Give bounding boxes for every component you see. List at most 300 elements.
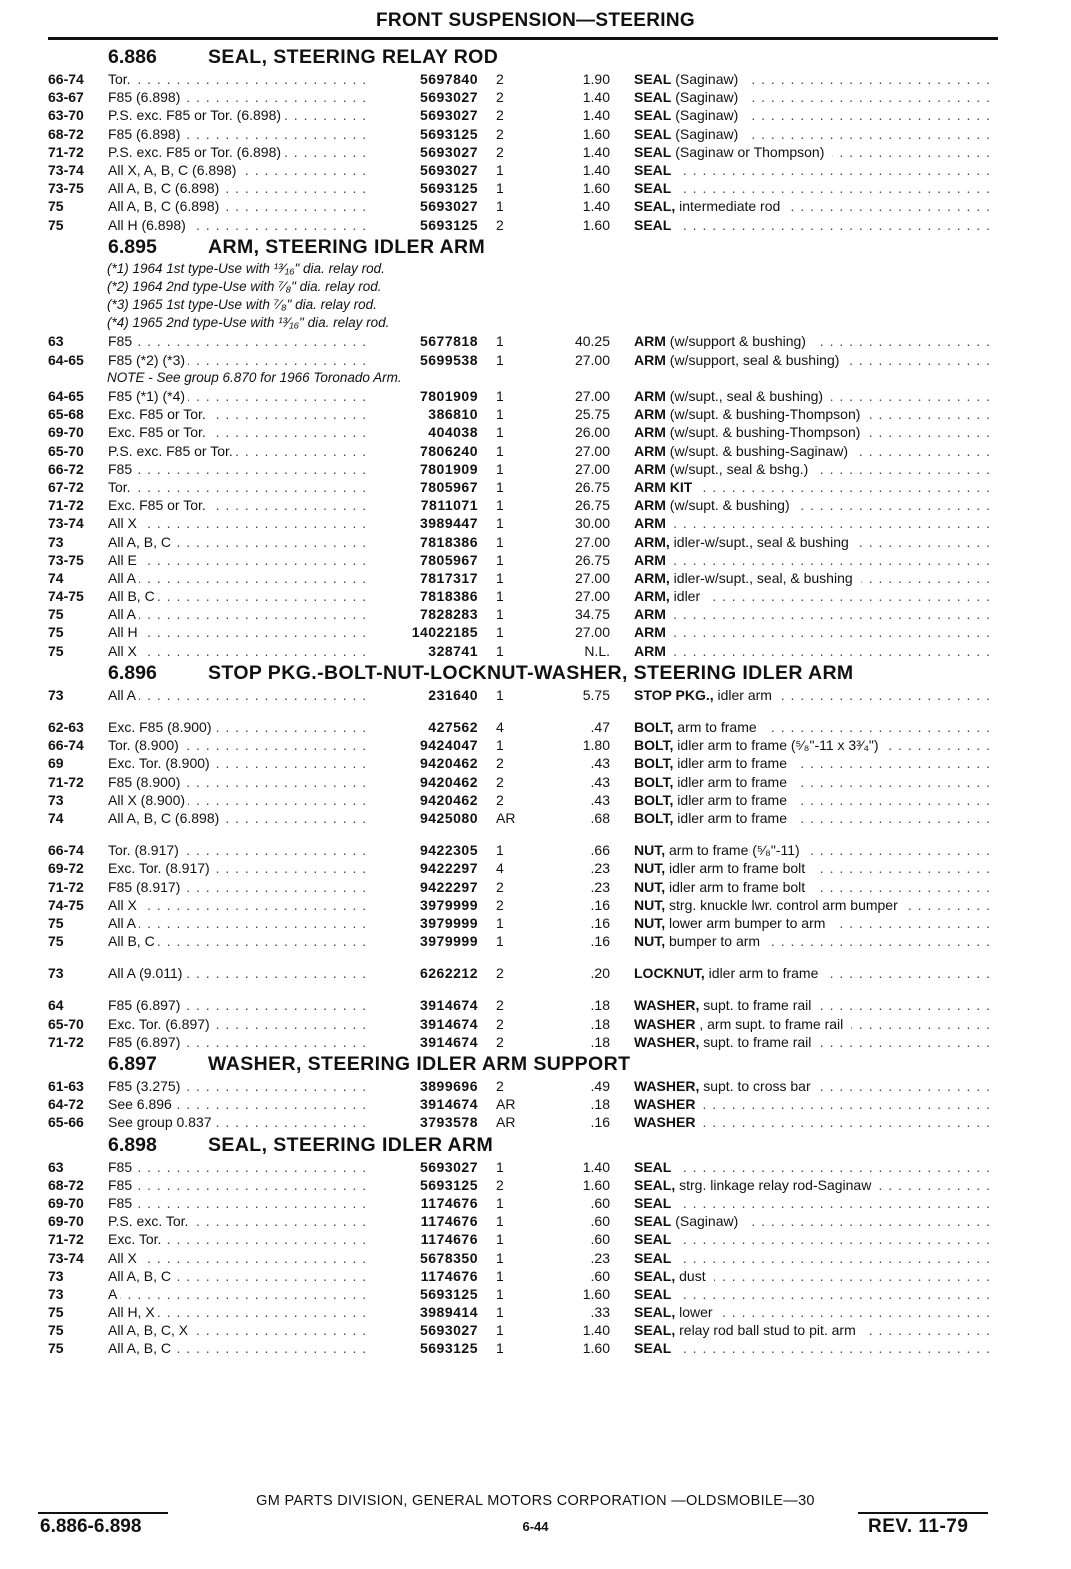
part-row <box>48 1176 1003 1194</box>
price: 27.00 <box>574 569 610 586</box>
description-text <box>634 1340 679 1356</box>
description <box>634 70 996 88</box>
quantity: 4 <box>496 719 504 735</box>
price: 1.90 <box>582 71 610 87</box>
model-years: 63 <box>48 1158 64 1175</box>
model-years: 71-72 <box>48 1033 84 1050</box>
application-text: All A <box>108 606 139 622</box>
application <box>108 1267 373 1285</box>
model-years: 75 <box>48 1340 64 1357</box>
application <box>108 161 373 179</box>
part-detail: (Saginaw) <box>671 89 742 105</box>
quantity: 4 <box>496 860 504 877</box>
part-row <box>48 1077 1003 1095</box>
description <box>634 161 996 179</box>
part-name: SEAL, <box>634 1267 676 1284</box>
application-text: All H (6.898) <box>108 217 189 233</box>
part-detail: idler arm to frame <box>673 755 791 771</box>
description-text <box>634 479 700 495</box>
quantity: 2 <box>496 216 504 233</box>
model-years: 73-75 <box>48 551 84 568</box>
description-text <box>634 352 847 368</box>
part-name: WASHER, <box>634 997 700 1014</box>
application-text: P.S. exc. F85 or Tor. (6.898) <box>108 107 284 123</box>
part-row <box>48 1015 1003 1033</box>
section-title: ARM, STEERING IDLER ARM <box>208 235 486 258</box>
part-detail: arm to frame (⁵⁄₈"-11) <box>665 842 804 858</box>
part-row <box>48 216 1003 234</box>
description-text <box>634 198 788 214</box>
description <box>634 878 996 896</box>
section-header <box>48 1132 1003 1158</box>
price: .60 <box>590 1194 610 1211</box>
quantity: 2 <box>496 107 504 124</box>
description <box>634 478 996 496</box>
application <box>108 1285 373 1303</box>
part-detail: idler arm to frame <box>673 810 791 826</box>
application <box>108 605 373 623</box>
part-detail: supt. to cross bar <box>699 1078 814 1094</box>
description-text <box>634 1159 679 1175</box>
part-row <box>48 587 1003 605</box>
application-text: Tor. <box>108 479 134 495</box>
quantity: 1 <box>496 606 504 623</box>
application <box>108 1194 373 1212</box>
part-detail: idler arm to frame <box>673 792 791 808</box>
application-text: F85 (6.897) <box>108 997 183 1013</box>
description <box>634 125 996 143</box>
part-detail: (w/supt. & bushing) <box>666 497 794 513</box>
description <box>634 460 996 478</box>
part-row <box>48 964 1003 982</box>
part-row <box>48 1321 1003 1339</box>
part-name: ARM, <box>634 588 670 605</box>
part-name: NUT, <box>634 914 666 931</box>
price: 27.00 <box>574 442 610 459</box>
quantity: 1 <box>496 914 504 931</box>
part-row <box>48 423 1003 441</box>
description <box>634 773 996 791</box>
application-text: F85 (8.917) <box>108 879 183 895</box>
price: 1.60 <box>582 216 610 233</box>
model-years: 73-74 <box>48 1249 84 1266</box>
application-text: Exc. Tor. (6.897) <box>108 1016 213 1032</box>
application <box>108 387 373 405</box>
part-number: 3793578 <box>419 1114 478 1131</box>
description-text <box>634 388 831 404</box>
application <box>108 1321 373 1339</box>
part-name: SEAL, <box>634 1176 676 1193</box>
price: .68 <box>590 809 610 826</box>
part-row <box>48 106 1003 124</box>
description-text <box>634 162 679 178</box>
description-text <box>634 588 708 604</box>
part-detail: idler arm to frame bolt <box>665 860 809 876</box>
description <box>634 859 996 877</box>
part-name: ARM <box>634 333 666 350</box>
part-number: 1174676 <box>420 1267 478 1284</box>
description <box>634 533 996 551</box>
section-number: 6.897 <box>108 1053 157 1075</box>
part-detail <box>671 1231 675 1247</box>
part-row <box>48 791 1003 809</box>
part-name: BOLT, <box>634 719 674 735</box>
description <box>634 351 996 369</box>
model-years: 63-67 <box>48 89 84 106</box>
part-row <box>48 736 1003 754</box>
quantity: 1 <box>496 198 504 215</box>
application-text: Exc. F85 or Tor. <box>108 424 209 440</box>
description <box>634 1249 996 1267</box>
part-number: 7801909 <box>419 460 478 477</box>
description <box>634 964 996 982</box>
model-years: 65-70 <box>48 442 84 459</box>
price: .16 <box>590 896 610 913</box>
part-detail: idler arm to frame <box>673 774 791 790</box>
part-name: LOCKNUT, <box>634 965 705 982</box>
quantity: 2 <box>496 89 504 106</box>
application <box>108 1303 373 1321</box>
part-name: NUT, <box>634 878 666 895</box>
part-row <box>48 125 1003 143</box>
quantity: 2 <box>496 896 504 913</box>
description-text <box>634 1213 746 1229</box>
application <box>108 405 373 423</box>
application <box>108 423 373 441</box>
part-detail: supt. to frame rail <box>699 1034 815 1050</box>
price: .49 <box>590 1078 610 1094</box>
part-row <box>48 642 1003 660</box>
description <box>634 1113 996 1131</box>
model-years: 75 <box>48 216 64 233</box>
quantity: 1 <box>496 515 504 532</box>
application-text: Exc. F85 or Tor. <box>108 406 209 422</box>
part-detail <box>671 217 675 233</box>
model-years: 75 <box>48 914 64 931</box>
model-years: 75 <box>48 606 64 623</box>
part-name: SEAL <box>634 161 672 178</box>
description-text <box>634 1268 714 1284</box>
application-text: Exc. Tor. (8.900) <box>108 755 213 771</box>
model-years: 75 <box>48 198 64 215</box>
part-number: 1174676 <box>420 1213 478 1230</box>
price: .23 <box>590 878 610 895</box>
part-number: 9420462 <box>419 755 478 772</box>
model-years: 73 <box>48 533 64 550</box>
part-number: 5693125 <box>419 1285 478 1302</box>
description <box>634 405 996 423</box>
application-text: All B, C <box>108 933 158 949</box>
part-row <box>48 1212 1003 1230</box>
part-number: 9422297 <box>419 860 478 877</box>
part-number: 3979999 <box>419 914 478 931</box>
part-number: 3989447 <box>419 515 478 532</box>
quantity: AR <box>496 1096 516 1113</box>
application-text: All A <box>108 915 139 931</box>
footnote: (*2) 1964 2nd type-Use with ⁷⁄₈" dia. relay rod. <box>107 278 382 294</box>
description <box>634 106 996 124</box>
model-years: 73 <box>48 1285 64 1302</box>
price: .16 <box>590 933 610 950</box>
part-name: ARM <box>634 551 666 568</box>
part-name: ARM KIT <box>634 478 693 495</box>
part-name: ARM <box>634 606 666 623</box>
quantity: 2 <box>496 1015 504 1032</box>
price: 30.00 <box>574 515 610 532</box>
model-years: 74-75 <box>48 896 84 913</box>
part-detail: , arm supt. to frame rail <box>695 1016 847 1032</box>
spacer <box>48 982 1003 996</box>
application-text: Tor. <box>108 71 134 87</box>
description-text <box>634 144 832 160</box>
spacer <box>48 827 1003 841</box>
model-years: 63-70 <box>48 107 84 124</box>
section-title: WASHER, STEERING IDLER ARM SUPPORT <box>208 1053 631 1075</box>
part-detail: relay rod ball stud to pit. arm <box>675 1322 860 1338</box>
part-name: ARM <box>634 497 666 514</box>
description <box>634 841 996 859</box>
price: .18 <box>590 997 610 1014</box>
model-years: 73-74 <box>48 161 84 178</box>
description <box>634 442 996 460</box>
part-row <box>48 197 1003 215</box>
price: 1.40 <box>582 89 610 106</box>
price: .43 <box>590 773 610 790</box>
quantity: 1 <box>496 442 504 459</box>
part-detail <box>695 1096 699 1112</box>
description <box>634 736 996 754</box>
part-name: SEAL <box>634 1194 672 1211</box>
quantity: 2 <box>496 997 504 1014</box>
part-detail: lower <box>675 1304 716 1320</box>
application <box>108 70 373 88</box>
description <box>634 514 996 532</box>
model-years: 71-72 <box>48 1231 84 1248</box>
part-row <box>48 718 1003 736</box>
part-number: 5678350 <box>419 1249 478 1266</box>
application <box>108 551 373 569</box>
quantity: 2 <box>496 1176 504 1193</box>
price: 25.75 <box>574 406 610 423</box>
quantity: 2 <box>496 125 504 142</box>
part-name: ARM, <box>634 533 670 550</box>
application <box>108 197 373 215</box>
description-text <box>634 461 816 477</box>
description-text <box>634 755 795 771</box>
part-number: 5699538 <box>419 351 478 368</box>
description-text <box>634 810 795 826</box>
description <box>634 914 996 932</box>
application-text: P.S. exc. Tor. <box>108 1213 191 1229</box>
price: 40.25 <box>574 333 610 350</box>
description-text <box>634 1231 679 1247</box>
application <box>108 143 373 161</box>
header-rule <box>48 37 998 40</box>
application <box>108 1033 373 1051</box>
application <box>108 642 373 660</box>
description <box>634 623 996 641</box>
model-years: 66-74 <box>48 737 84 754</box>
part-detail: (w/supt., seal & bshg.) <box>666 461 812 477</box>
application-text: F85 <box>108 333 135 349</box>
part-name: SEAL <box>634 1285 672 1302</box>
part-detail <box>671 162 675 178</box>
part-number: 5677818 <box>419 333 478 350</box>
price: 26.75 <box>574 497 610 514</box>
model-years: 69-70 <box>48 424 84 441</box>
footer-right-rule <box>858 1512 988 1514</box>
application-text: P.S. exc. F85 or Tor. (6.898) <box>108 144 284 160</box>
quantity: 1 <box>496 1213 504 1230</box>
description-text <box>634 424 868 440</box>
application-text: Exc. Tor. <box>108 1231 164 1247</box>
application <box>108 623 373 641</box>
part-name: ARM <box>634 424 666 441</box>
part-number: 5693027 <box>419 89 478 106</box>
price: .16 <box>590 1114 610 1131</box>
part-row <box>48 754 1003 772</box>
description-text <box>634 606 674 622</box>
description <box>634 1285 996 1303</box>
part-detail: (w/support, seal & bushing) <box>666 352 844 368</box>
part-detail: idler <box>670 588 704 604</box>
part-row <box>48 478 1003 496</box>
application <box>108 1339 373 1357</box>
description <box>634 1267 996 1285</box>
part-number: 231640 <box>428 686 478 703</box>
part-number: 14022185 <box>411 624 478 641</box>
application <box>108 841 373 859</box>
description-text <box>634 1177 879 1193</box>
part-detail: (w/supt., seal & bushing) <box>666 388 827 404</box>
model-years: 64-65 <box>48 351 84 368</box>
part-row <box>48 1285 1003 1303</box>
model-years: 69-70 <box>48 1213 84 1230</box>
quantity: 2 <box>496 1033 504 1050</box>
application <box>108 754 373 772</box>
description <box>634 1339 996 1357</box>
part-name: NUT, <box>634 896 666 913</box>
application-text: F85 <box>108 461 135 477</box>
application-text: Exc. Tor. (8.917) <box>108 860 213 876</box>
part-number: 5693027 <box>419 1158 478 1175</box>
section-number: 6.886 <box>108 46 157 68</box>
part-name: WASHER <box>634 1015 696 1032</box>
model-years: 68-72 <box>48 125 84 142</box>
part-number: 6262212 <box>419 965 478 982</box>
price: 1.40 <box>582 1158 610 1175</box>
quantity: 1 <box>496 1340 504 1357</box>
part-row <box>48 405 1003 423</box>
model-years: 64-65 <box>48 388 84 404</box>
part-row <box>48 1194 1003 1212</box>
part-number: 427562 <box>428 719 478 735</box>
part-name: SEAL <box>634 1158 672 1175</box>
application-text: All X (8.900) <box>108 792 188 808</box>
part-name: SEAL <box>634 180 672 197</box>
part-detail: (Saginaw) <box>671 107 742 123</box>
part-name: WASHER <box>634 1114 696 1131</box>
description-text <box>634 687 780 703</box>
part-number: 3979999 <box>419 896 478 913</box>
footer-revision: REV. 11-79 <box>868 1516 969 1537</box>
application-text: All H <box>108 624 141 640</box>
price: 1.40 <box>582 1322 610 1339</box>
price: 1.60 <box>582 1176 610 1193</box>
part-number: 7805967 <box>419 551 478 568</box>
footnote: NOTE - See group 6.870 for 1966 Toronado Arm. <box>107 369 402 385</box>
section-number: 6.895 <box>108 235 157 258</box>
model-years: 73 <box>48 1267 64 1284</box>
part-number: 7806240 <box>419 442 478 459</box>
description <box>634 642 996 660</box>
part-detail: idler arm to frame (⁵⁄₈"-11 x 3³⁄₄") <box>673 737 882 753</box>
description-text <box>634 933 768 949</box>
part-detail: idler arm to frame <box>705 965 823 981</box>
part-detail: bumper to arm <box>665 933 764 949</box>
part-name: NUT, <box>634 933 666 950</box>
model-years: 75 <box>48 624 64 641</box>
part-row <box>48 932 1003 950</box>
part-row <box>48 143 1003 161</box>
part-detail: (w/supt. & bushing-Saginaw) <box>666 443 852 459</box>
quantity: 1 <box>496 1285 504 1302</box>
description-text <box>634 1096 703 1112</box>
quantity: 1 <box>496 624 504 641</box>
price: 1.60 <box>582 180 610 197</box>
part-number: 5693027 <box>419 143 478 160</box>
price: N.L. <box>584 642 610 659</box>
description-text <box>634 1322 864 1338</box>
model-years: 64-72 <box>48 1096 84 1113</box>
description-text <box>634 1034 819 1050</box>
description <box>634 1033 996 1051</box>
part-number: 3914674 <box>419 997 478 1014</box>
part-number: 3914674 <box>419 1033 478 1050</box>
part-name: SEAL, <box>634 1304 676 1321</box>
model-years: 75 <box>48 1322 64 1339</box>
part-detail: idler-w/supt., seal, & bushing <box>670 570 857 586</box>
part-name: WASHER, <box>634 1033 700 1050</box>
description-text <box>634 217 679 233</box>
application <box>108 1015 373 1033</box>
quantity: 1 <box>496 478 504 495</box>
part-row <box>48 1033 1003 1051</box>
part-row <box>48 161 1003 179</box>
quantity: 1 <box>496 1158 504 1175</box>
part-name: NUT, <box>634 842 666 859</box>
application-text: F85 (6.897) <box>108 1034 183 1050</box>
application <box>108 1212 373 1230</box>
description-text <box>634 965 826 981</box>
application-text: F85 <box>108 1177 135 1193</box>
price: .18 <box>590 1033 610 1050</box>
description <box>634 605 996 623</box>
quantity: AR <box>496 1114 516 1131</box>
quantity: 1 <box>496 588 504 605</box>
part-name: ARM <box>634 406 666 423</box>
application <box>108 587 373 605</box>
part-name: SEAL <box>634 143 672 160</box>
description <box>634 143 996 161</box>
part-number: 5693125 <box>419 1340 478 1357</box>
application-text: All A, B, C <box>108 1268 174 1284</box>
application-text: F85 (8.900) <box>108 774 183 790</box>
part-number: 5693125 <box>419 216 478 233</box>
part-number: 7801909 <box>419 388 478 404</box>
part-number: 386810 <box>428 406 478 423</box>
application-text: All B, C <box>108 588 158 604</box>
